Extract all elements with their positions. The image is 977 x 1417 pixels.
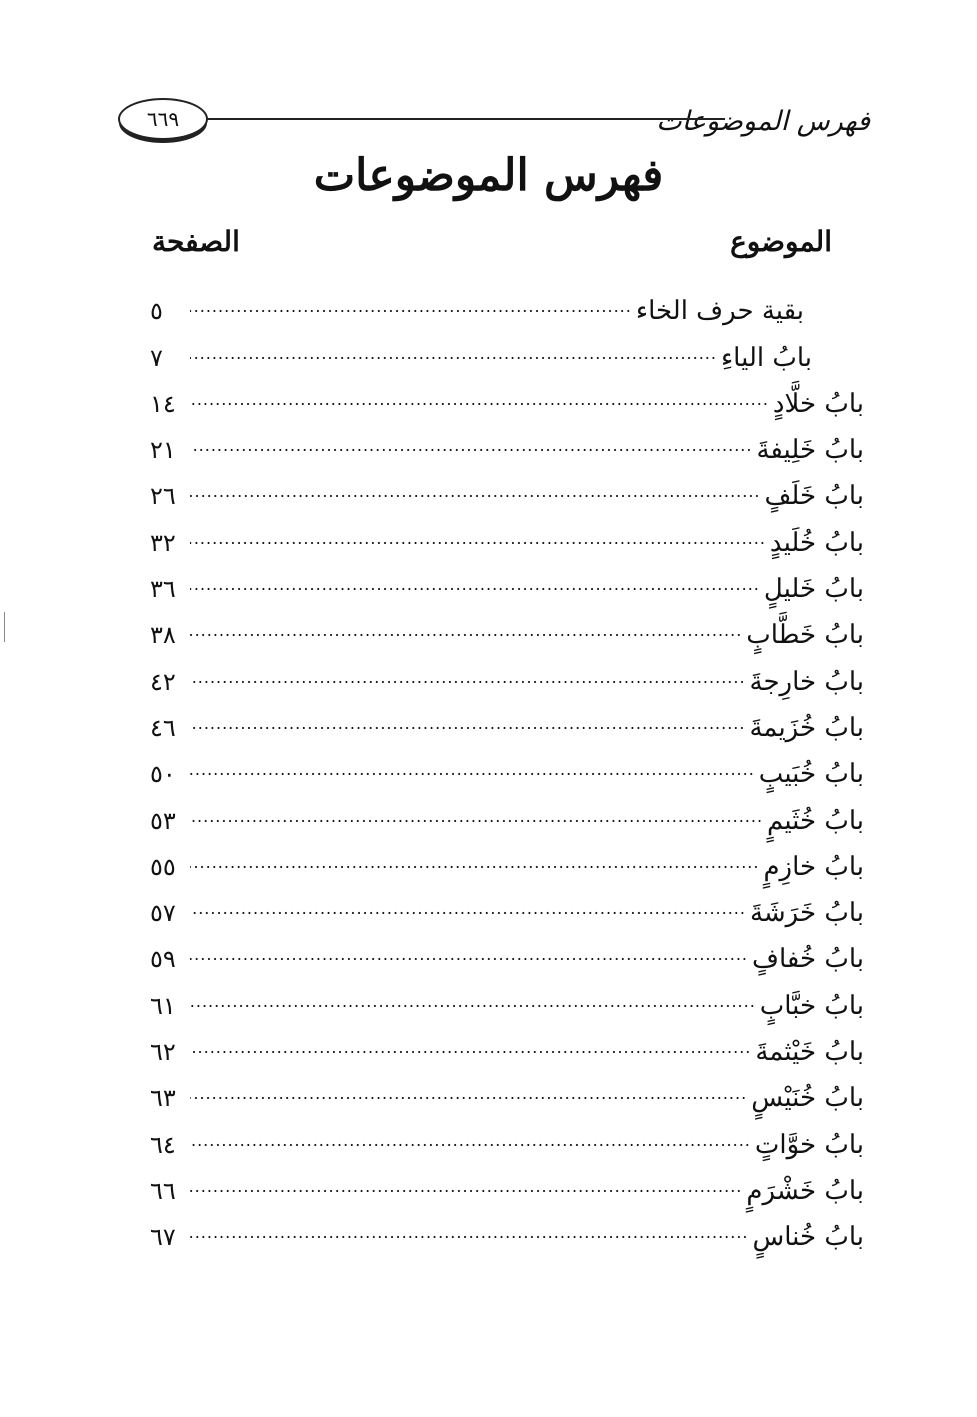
dot-leader xyxy=(190,1086,747,1108)
toc-entry-title: بابُ خَيْثمةَ xyxy=(755,1037,864,1068)
toc-entry xyxy=(150,1114,864,1160)
toc-entry xyxy=(150,1161,864,1207)
running-header xyxy=(118,96,870,152)
dot-leader xyxy=(190,577,760,599)
toc-entry-title: بابُ خَلَفٍ xyxy=(764,481,864,512)
toc-entry-title: بابُ خَشْرَمٍ xyxy=(746,1175,864,1206)
dot-leader xyxy=(190,438,752,460)
toc-entry-title: بابُ خُثَيمٍ xyxy=(767,805,864,836)
toc-entry-page: ٣٨ xyxy=(150,621,176,650)
page-column-header: الصفحة xyxy=(152,225,240,258)
toc-list xyxy=(150,281,864,1253)
toc-entry-title: بابُ خَطَّابٍ xyxy=(746,620,864,651)
dot-leader xyxy=(190,623,742,645)
scan-margin-mark xyxy=(4,612,5,642)
toc-entry-page: ٦١ xyxy=(150,991,176,1020)
dot-leader xyxy=(190,855,759,877)
toc-entry-page: ٧ xyxy=(150,343,163,372)
toc-entry xyxy=(150,559,864,605)
toc-entry xyxy=(150,420,864,466)
toc-entry-page: ٦٧ xyxy=(150,1223,176,1252)
dot-leader xyxy=(190,762,755,784)
toc-entry xyxy=(150,790,864,836)
toc-entry-page: ٢٦ xyxy=(150,482,176,511)
toc-entry xyxy=(150,698,864,744)
dot-leader xyxy=(190,1040,751,1062)
toc-entry-page: ٦٢ xyxy=(150,1038,176,1067)
toc-entry-page: ٥٩ xyxy=(150,945,176,974)
toc-entry-page: ٥٥ xyxy=(150,852,176,881)
toc-entry-page: ٦٤ xyxy=(150,1130,176,1159)
toc-entry-page: ٥٠ xyxy=(150,760,176,789)
dot-leader xyxy=(190,346,717,368)
toc-entry-title: بابُ خَلِيفةَ xyxy=(756,435,864,466)
toc-entry xyxy=(150,1068,864,1114)
toc-entry-page: ٤٢ xyxy=(150,667,176,696)
toc-entry-title: بابُ خبَّابٍ xyxy=(759,990,864,1021)
toc-entry xyxy=(150,1207,864,1253)
dot-leader xyxy=(190,1179,742,1201)
toc-entry xyxy=(150,512,864,558)
toc-entry-page: ١٤ xyxy=(150,389,176,418)
toc-entry xyxy=(150,374,864,420)
toc-entry xyxy=(150,1022,864,1068)
page-number: ٦٦٩ xyxy=(146,107,180,131)
dot-leader xyxy=(190,531,766,553)
toc-entry xyxy=(150,883,864,929)
dot-leader xyxy=(190,994,756,1016)
dot-leader xyxy=(190,809,763,831)
page-title: فهرس الموضوعات xyxy=(313,150,664,201)
toc-entry-title: بقية حرف الخاء xyxy=(635,296,804,327)
page-number-badge xyxy=(118,98,208,140)
dot-leader xyxy=(190,947,748,969)
toc-entry-title: بابُ خُفافٍ xyxy=(752,944,864,975)
toc-entry xyxy=(150,651,864,697)
toc-entry-title: بابُ خلَّادٍ xyxy=(772,388,864,419)
toc-entry-page: ٢١ xyxy=(150,436,176,465)
running-title: فهرس الموضوعات xyxy=(656,106,870,137)
toc-entry xyxy=(150,605,864,651)
dot-leader xyxy=(190,1133,751,1155)
toc-entry-title: بابُ خازِمٍ xyxy=(763,851,864,882)
toc-entry-title: بابُ خَليلٍ xyxy=(763,574,864,605)
dot-leader xyxy=(190,716,745,738)
topic-column-header: الموضوع xyxy=(730,225,832,258)
toc-entry-title: بابُ خَرَشَةَ xyxy=(749,898,864,929)
header-rule xyxy=(206,118,725,120)
dot-leader xyxy=(190,299,632,321)
toc-entry xyxy=(150,975,864,1021)
toc-entry-page: ٦٣ xyxy=(150,1084,176,1113)
toc-entry-title: بابُ خُلَيدٍ xyxy=(769,527,864,558)
toc-entry-title: بابُ خُزَيمةَ xyxy=(749,712,864,743)
toc-entry xyxy=(150,281,864,327)
toc-entry xyxy=(150,837,864,883)
toc-entry-page: ٥٧ xyxy=(150,899,176,928)
toc-entry xyxy=(150,929,864,975)
toc-entry-page: ٥ xyxy=(150,297,163,326)
toc-entry-page: ٣٢ xyxy=(150,528,176,557)
dot-leader xyxy=(190,392,769,414)
toc-entry xyxy=(150,327,864,373)
toc-entry-page: ٦٦ xyxy=(150,1176,176,1205)
toc-entry-title: بابُ خُنَيْسٍ xyxy=(751,1083,864,1114)
toc-entry-page: ٥٣ xyxy=(150,806,176,835)
toc-entry-title: بابُ خوَّاتٍ xyxy=(754,1129,864,1160)
toc-entry-page: ٤٦ xyxy=(150,713,176,742)
dot-leader xyxy=(190,901,746,923)
dot-leader xyxy=(190,1225,749,1247)
dot-leader xyxy=(190,484,761,506)
toc-entry-title: بابُ الياءِ xyxy=(720,342,812,373)
toc-entry-title: بابُ خارِجةَ xyxy=(749,666,864,697)
dot-leader xyxy=(190,670,746,692)
toc-entry-title: بابُ خُناسٍ xyxy=(752,1222,864,1253)
toc-entry-page: ٣٦ xyxy=(150,575,176,604)
toc-entry xyxy=(150,744,864,790)
toc-entry xyxy=(150,466,864,512)
toc-entry-title: بابُ خُبَيبٍ xyxy=(758,759,864,790)
